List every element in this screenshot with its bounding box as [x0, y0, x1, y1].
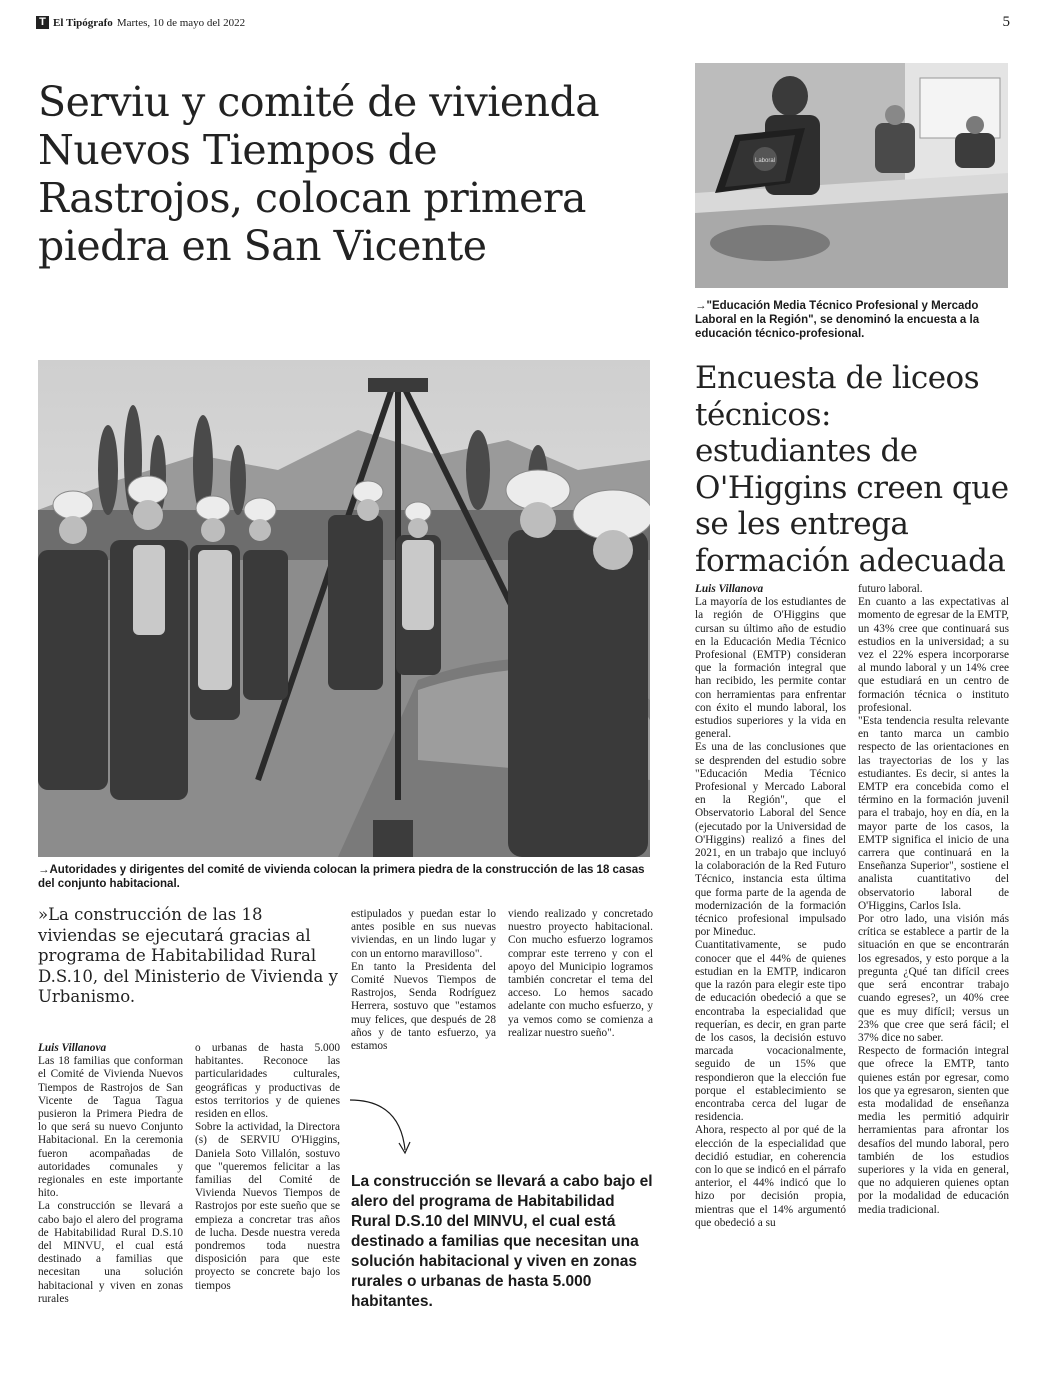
article1-column-2	[195, 1042, 340, 1293]
article2-byline: Luis Villanova	[695, 583, 764, 595]
article2-paragraph: "Esta tendencia resulta relevante en tanto marca un cambio respecto de las orientaciones en las trayectorias de los y las estudiantes. Es decir, si antes la EMTP era concebida como el término en la formación juvenil para el trabajo, hoy en día, en la mayor parte de los casos, la EMTP significa el inicio de una carrera que continuará en la Enseñanza Superior", sostiene el analista cuantitativo del observatorio laboral de O'Higgins, Carlos Isla.	[858, 715, 1009, 912]
article1-byline: Luis Villanova	[38, 1042, 107, 1054]
article2-column-2	[858, 583, 1009, 1217]
article2-paragraph: En cuanto a las expectativas al momento de egresar de la EMTP, un 43% cree que continuará sus estudios en la universidad; a su vez el 22% espera incorporarse al mundo laboral y un 14% cree que estudiará en un centro de formación técnica o instituto profesional.	[858, 596, 1009, 714]
article1-paragraph: En tanto la Presidenta del Comité Nuevos Tiempos de Rastrojos, Senda Rodríguez Herrera, sostuvo que "estamos muy felices, que después de 28 años y de tanto esfuerzo, ya estamos	[351, 960, 496, 1053]
article1-column-4	[508, 908, 653, 1040]
article1-paragraph: o urbanas de hasta 5.000 habitantes. Reconoce las particularidades culturales, geográficas y productivas de estos territorios y de quienes residen en ellos.	[195, 1042, 340, 1121]
page-number: 5	[1002, 14, 1010, 30]
article2-paragraph: futuro laboral.	[858, 583, 923, 595]
article2-photo	[695, 63, 1008, 288]
article2-headline: Encuesta de liceos técnicos: estudiantes de O'Higgins creen que se les entrega formación adecuada	[695, 360, 1009, 579]
meeting-photo-illustration	[695, 63, 1008, 288]
article1-paragraph: estipulados y puedan estar lo antes posible en sus nuevas viviendas, en un lindo lugar y con un entorno maravilloso".	[351, 908, 496, 960]
article2-paragraph: La mayoría de los estudiantes de la región de O'Higgins que cursan su último año de estudio en la Educación Media Técnico Profesional (EMTP) consideran que la formación integral que han recibido, les permite contar con herramientas para enfrentar con éxito el mundo laboral, los estudios superiores y la vida en general.	[695, 596, 846, 741]
ceremony-photo-illustration	[38, 360, 650, 857]
article1-paragraph: La construcción se llevará a cabo bajo el alero del programa de Habitabilidad Rural D.S.10 del MINVU, el cual está destinado a familias que necesitan una solución habitacional y viven en zonas rurales	[38, 1200, 183, 1305]
article1-paragraph: Las 18 familias que conforman el Comité de Vivienda Nuevos Tiempos de Rastrojos de San Vicente de Tagua Tagua pusieron la Primera Piedra de lo que será su nuevo Conjunto Habitacional. En la ceremonia fueron acompañadas de autoridades comunales y regionales en este importante hito.	[38, 1055, 183, 1200]
article2-column-1	[695, 583, 846, 1230]
article2-paragraph: Cuantitativamente, se pudo conocer que el 44% de quienes estudian en la EMTP, indicaron que la razón para elegir este tipo de educación obedeció a que se encontraba la especialidad que requerían, es decir, en gran parte de los casos, la decisión estuvo marcada vocacionalmente, seguido de un 15% que respondieron que la elección fue porque el establecimiento se encontraba cerca del lugar de residencia.	[695, 939, 846, 1124]
article2-paragraph: Por otro lado, una visión más crítica se establece a partir de la situación en que se encontrarán los egresados, y esto porque a la pregunta ¿Qué tan difícil crees que será encontrar trabajo cuando egreses?, un 40% cree que es muy difícil; versus un 23% que cree que será fácil; el 37% dice no saber.	[858, 913, 1009, 1044]
newspaper-logo: T	[36, 16, 49, 29]
article1-headline: Serviu y comité de vivienda Nuevos Tiempos de Rastrojos, colocan primera piedra en San Vicente	[38, 78, 600, 270]
article2-paragraph: Respecto de formación integral que ofrece la EMTP, tanto quienes están por egresar, como los que ya egresaron, sienten que esta modalidad de enseñanza media les permitió adquirir herramientas para afrontar los desafíos del mundo laboral, pero también de los estudios superiores y la vida en general, que no adquieren quienes optan por la modalidad de educación media tradicional.	[858, 1045, 1009, 1216]
article1-pull-quote: La construcción se llevará a cabo bajo el alero del programa de Habitabilidad Rural D.S.10 del MINVU, el cual está destinado a familias que necesitan una solución habitacional y viven en zonas rurales o urbanas de hasta 5.000 habitantes.	[351, 1173, 653, 1310]
issue-date: Martes, 10 de mayo del 2022	[116, 16, 246, 29]
article1-column-3	[351, 908, 496, 1053]
curved-arrow-icon	[345, 1095, 425, 1165]
article2-paragraph: Es una de las conclusiones que se desprenden del estudio sobre "Educación Media Técnico Profesional y Mercado Laboral en la Región", que el Observatorio Laboral del Sence (ejecutado por la Universidad de O'Higgins) realizó a fines del 2021, en un trabajo que incluyó la colaboración de la Red Futuro Técnico, instancia esta última que forma parte de la agenda de modernización de la formación técnico profesional impulsado por Mineduc.	[695, 741, 846, 939]
laptop-screen-text: Laboral	[754, 158, 776, 164]
article1-lead: »La construcción de las 18 viviendas se ejecutará gracias al programa de Habitabilidad Rural D.S.10, del Ministerio de Vivienda y Urbanismo.	[38, 905, 338, 1006]
article1-photo-caption: →Autoridades y dirigentes del comité de vivienda colocan la primera piedra de la construcción de las 18 casas del conjunto habitacional.	[38, 864, 645, 890]
article1-photo	[38, 360, 650, 857]
page-header	[36, 16, 245, 29]
newspaper-name: El Tipógrafo	[53, 16, 113, 29]
article2-paragraph: Ahora, respecto al por qué de la elección de la especialidad que decidió estudiar, en coherencia con lo que se indicó en el párrafo anterior, el 44% indicó que lo hizo por decisión propia, mientras que el 14% argumentó que obedeció a su	[695, 1124, 846, 1229]
article1-column-1	[38, 1042, 183, 1306]
article1-paragraph: Sobre la actividad, la Directora (s) de SERVIU O'Higgins, Daniela Soto Villalón, sostuvo que "queremos felicitar a las familias del Comité de Vivienda Nuevos Tiempos de Rastrojos por este sueño que se empieza a concretar tras años de lucha. Desde nuestra vereda pondremos toda nuestra disposición para que este proyecto se concrete bajo los tiempos	[195, 1121, 340, 1292]
article1-paragraph: viendo realizado y concretado nuestro proyecto habitacional. Con mucho esfuerzo logramos comprar este terreno y con el apoyo del Municipio logramos también concretar el tema del acceso. Lo hemos sacado adelante con mucho esfuerzo, y ya vemos como se comienza a realizar nuestro sueño".	[508, 908, 653, 1039]
article2-photo-caption: →"Educación Media Técnico Profesional y Mercado Laboral en la Región", se denominó la encuesta a la educación técnico-profesional.	[695, 300, 980, 340]
